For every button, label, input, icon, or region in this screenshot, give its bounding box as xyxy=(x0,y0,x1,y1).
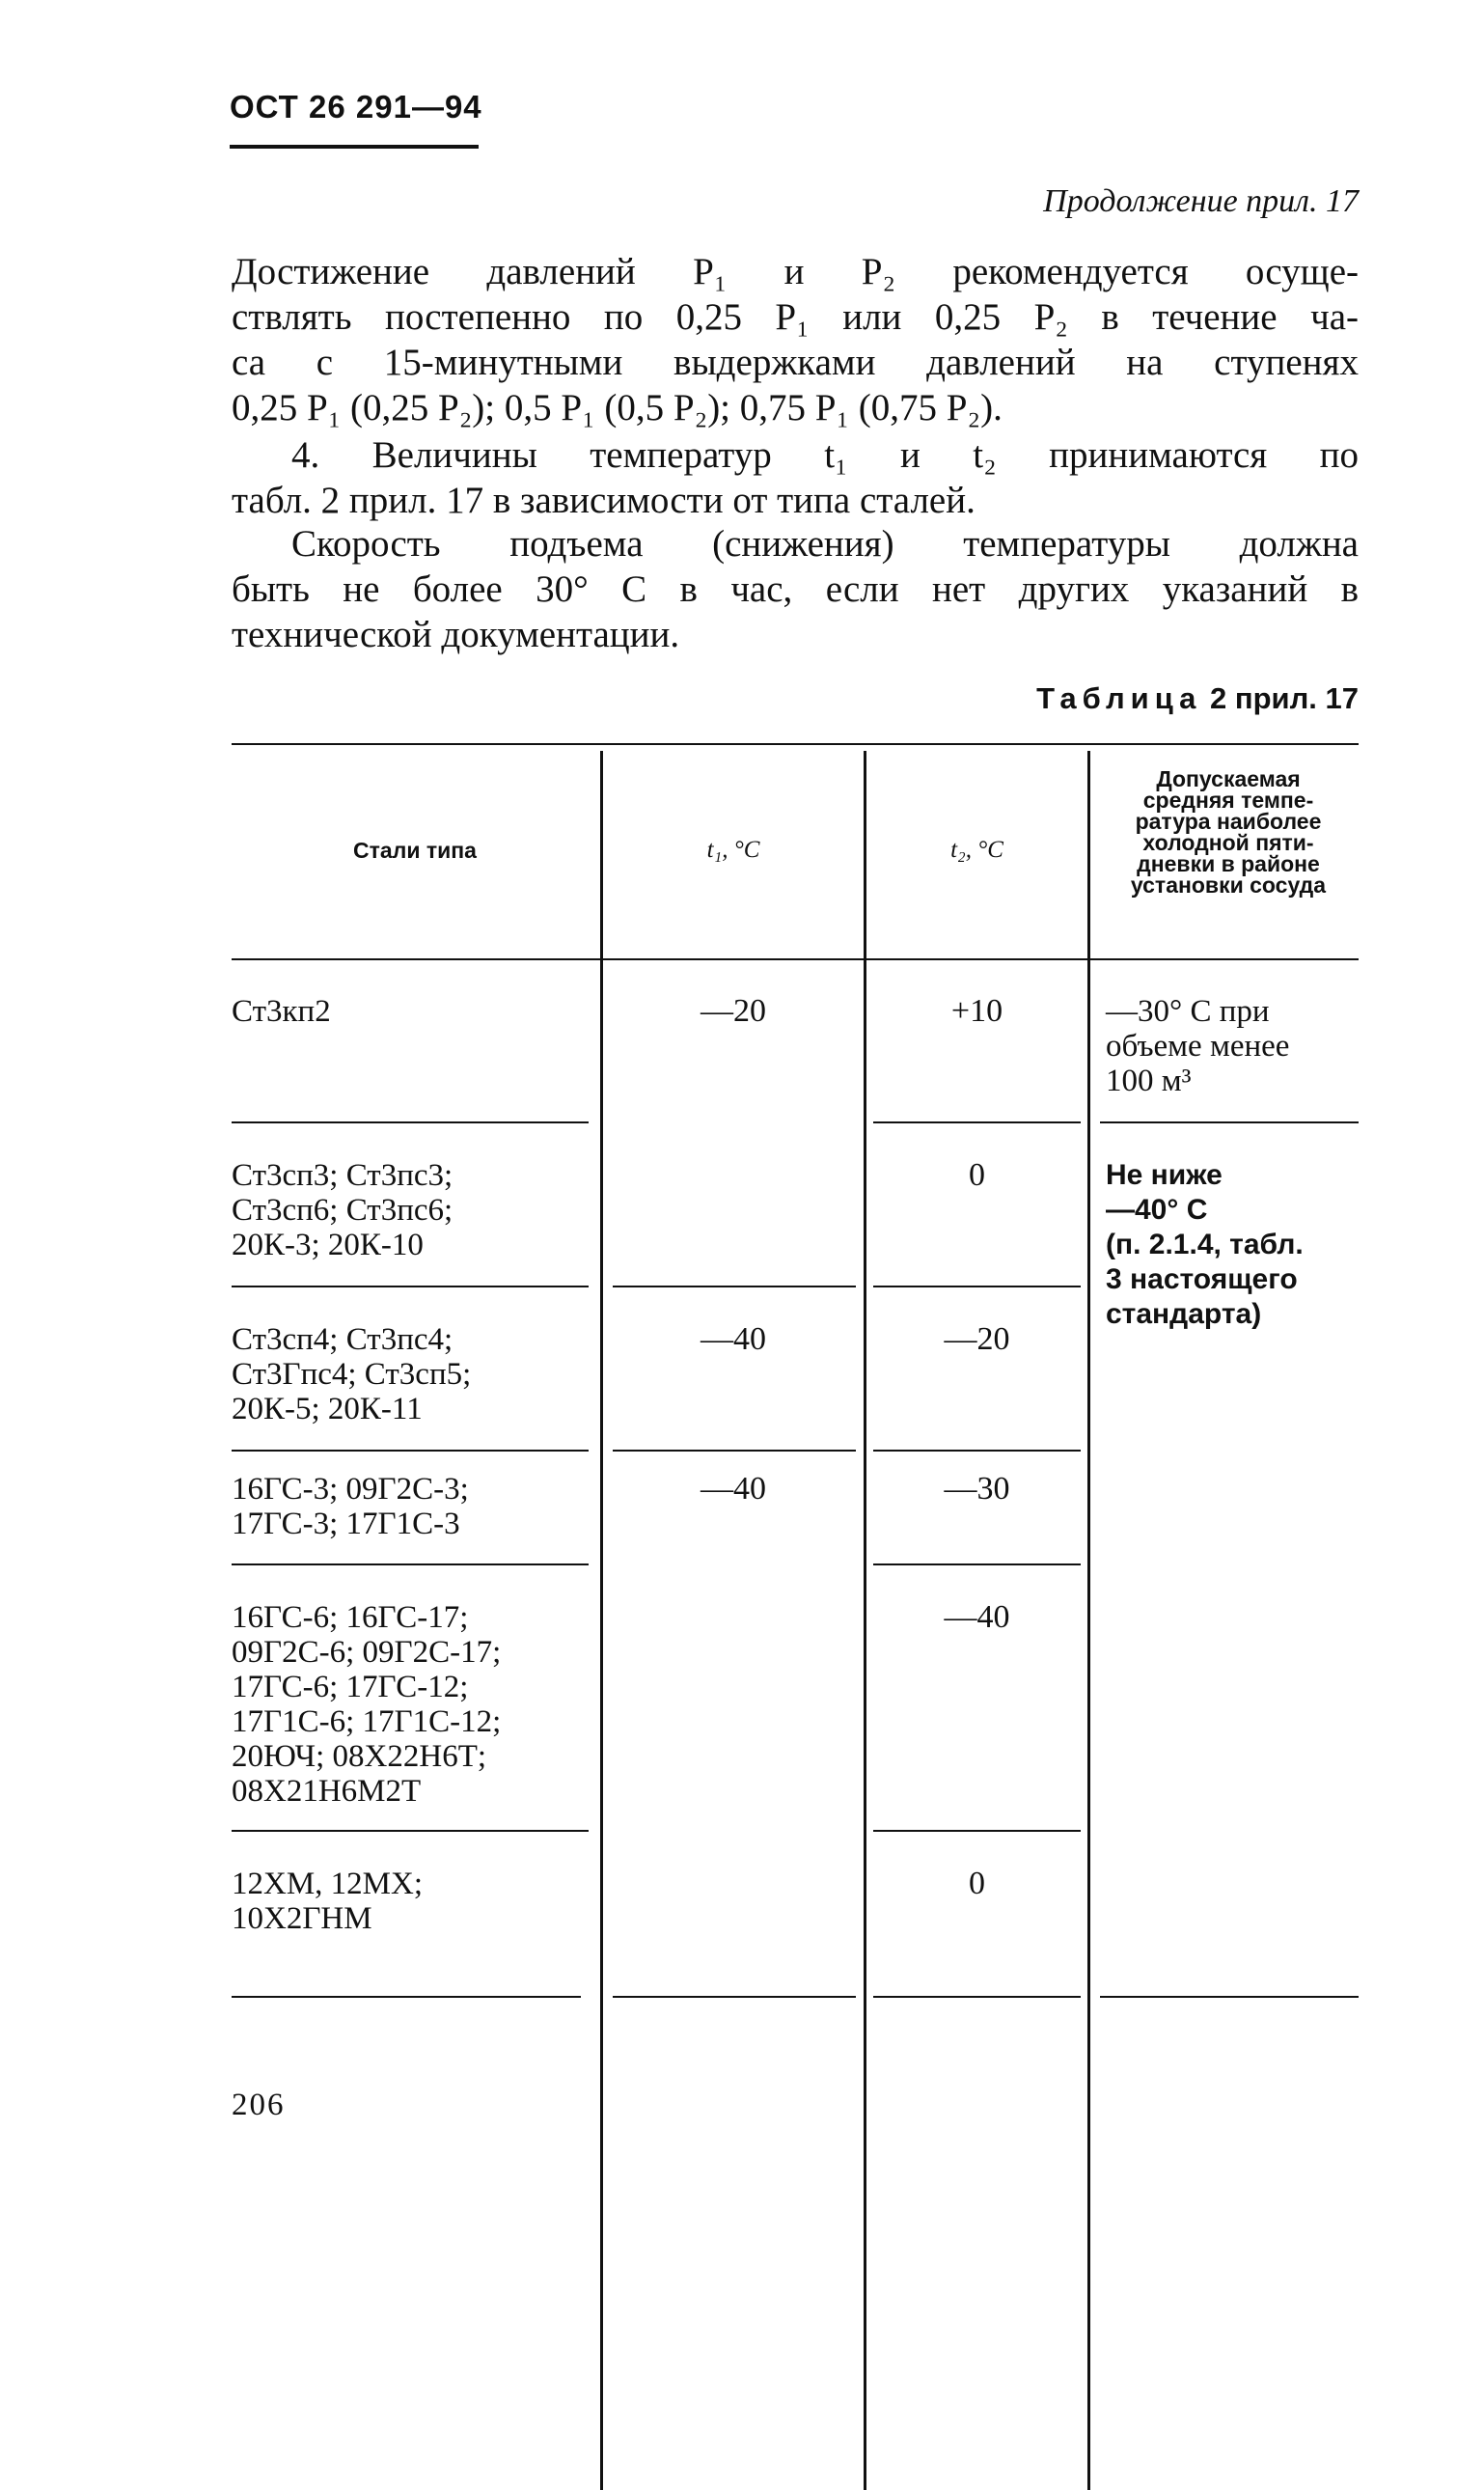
allowed-line: —30° С при xyxy=(1106,994,1270,1029)
header-line: ратура наиболее xyxy=(1135,809,1322,834)
row-rule xyxy=(613,1286,856,1287)
steel-grade: 08Х21Н6М2Т xyxy=(232,1774,422,1809)
steel-grade: 17ГС-3; 17Г1С-3 xyxy=(232,1507,460,1541)
row-rule xyxy=(873,1286,1081,1287)
allowed-temp-value xyxy=(1106,1158,1304,1332)
header-allowed-temp xyxy=(1092,768,1364,896)
allowed-line: Не ниже xyxy=(1106,1159,1223,1191)
table-caption-ref: 2 прил. 17 xyxy=(1210,681,1359,715)
table-top-rule xyxy=(232,743,1359,745)
steel-grade: 09Г2С-6; 09Г2С-17; xyxy=(232,1635,502,1670)
t1-value: —20 xyxy=(701,993,766,1029)
steel-grade: Ст3кп2 xyxy=(232,994,331,1029)
steel-grade: Ст3сп4; Ст3пс4; xyxy=(232,1322,453,1357)
row-rule xyxy=(232,1450,589,1452)
t2-value: —30 xyxy=(944,1471,1010,1507)
header-line: средняя темпе- xyxy=(1142,788,1314,813)
allowed-line: стандарта) xyxy=(1106,1298,1262,1330)
steel-grade: 16ГС-3; 09Г2С-3; xyxy=(232,1472,469,1507)
steel-grade: 12ХМ, 12МХ; xyxy=(232,1867,424,1901)
paragraph-temperatures xyxy=(232,432,1359,523)
table-row xyxy=(232,1472,469,1541)
header-steel: Стали типа xyxy=(353,838,477,863)
paragraph-line: табл. 2 прил. 17 в зависимости от типа сталей. xyxy=(232,480,976,521)
steel-grade: 10Х2ГНМ xyxy=(232,1901,372,1936)
header-line: Допускаемая xyxy=(1156,766,1301,791)
table-bottom-rule xyxy=(232,1996,581,1998)
steel-grade: Ст3сп6; Ст3пс6; xyxy=(232,1193,453,1228)
t2-value: 0 xyxy=(969,1157,985,1193)
allowed-line: (п. 2.1.4, табл. xyxy=(1106,1229,1304,1260)
paragraph-line: 4. Величины температур t₁ и t₂ принимаются по xyxy=(291,434,1359,476)
header-t2: t₂, °C xyxy=(950,837,1003,863)
paragraph-line: технической документации. xyxy=(232,614,680,655)
steel-grade: 17Г1С-6; 17Г1С-12; xyxy=(232,1704,502,1739)
allowed-line: объеме менее xyxy=(1106,1029,1290,1064)
paragraph-line: 0,25 P₁ (0,25 P₂); 0,5 P₁ (0,5 P₂); 0,75 P₁ (0,75 P₂). xyxy=(232,387,1003,429)
paragraph-pressure xyxy=(232,249,1359,430)
table-row xyxy=(232,1600,501,1809)
page-number: 206 xyxy=(232,2088,286,2122)
table-row xyxy=(232,1158,453,1262)
t2-value: +10 xyxy=(950,993,1003,1029)
row-rule xyxy=(873,1450,1081,1452)
header-line: установки сосуда xyxy=(1130,872,1327,898)
table-bottom-rule xyxy=(873,1996,1081,1998)
allowed-line: 3 настоящего xyxy=(1106,1263,1298,1295)
t1-value: —40 xyxy=(701,1321,766,1357)
steel-grade: 17ГС-6; 17ГС-12; xyxy=(232,1670,469,1704)
steel-grade: 20ЮЧ; 08Х22Н6Т; xyxy=(232,1739,487,1774)
table-bottom-rule xyxy=(613,1996,856,1998)
paragraph-line: Достижение давлений P₁ и P₂ рекомендуется осуще- xyxy=(232,251,1359,292)
table-bottom-rule xyxy=(1100,1996,1359,1998)
steel-grade: 20К-5; 20К-11 xyxy=(232,1392,423,1426)
row-rule xyxy=(232,1286,589,1287)
table-caption xyxy=(1036,681,1359,716)
allowed-line: 100 м³ xyxy=(1106,1064,1192,1098)
table-header-rule xyxy=(232,958,1359,960)
column-divider xyxy=(1087,751,1090,2490)
continuation-label: Продолжение прил. 17 xyxy=(1043,183,1359,219)
t2-value: —40 xyxy=(944,1599,1010,1635)
row-rule xyxy=(232,1121,589,1123)
table-row xyxy=(232,1322,471,1426)
steel-grade: 16ГС-6; 16ГС-17; xyxy=(232,1600,469,1635)
row-rule xyxy=(232,1563,589,1565)
steel-grade: 20К-3; 20К-10 xyxy=(232,1228,424,1262)
table-row xyxy=(232,994,331,1029)
row-rule xyxy=(232,1830,589,1832)
steel-grade: Ст3Гпс4; Ст3сп5; xyxy=(232,1357,472,1392)
t2-value: —20 xyxy=(944,1321,1010,1357)
paragraph-rate xyxy=(232,521,1359,657)
row-rule xyxy=(613,1450,856,1452)
row-rule xyxy=(873,1563,1081,1565)
steel-grade: Ст3сп3; Ст3пс3; xyxy=(232,1158,453,1193)
header-line: холодной пяти- xyxy=(1142,830,1314,855)
paragraph-line: быть не более 30° С в час, если нет других указаний в xyxy=(232,568,1359,610)
paragraph-line: ствлять постепенно по 0,25 P₁ или 0,25 P₂ в течение ча- xyxy=(232,296,1359,338)
row-rule xyxy=(873,1830,1081,1832)
t1-value: —40 xyxy=(701,1471,766,1507)
allowed-temp-value xyxy=(1106,994,1289,1098)
header-t1: t₁, °C xyxy=(706,837,760,863)
row-rule xyxy=(1100,1121,1359,1123)
paragraph-line: Скорость подъема (снижения) температуры должна xyxy=(291,523,1359,565)
header-underline xyxy=(230,145,479,149)
t2-value: 0 xyxy=(969,1866,985,1901)
table-row xyxy=(232,1867,423,1936)
allowed-line: —40° С xyxy=(1106,1194,1208,1226)
table-caption-word: Таблица xyxy=(1036,681,1202,715)
row-rule xyxy=(873,1121,1081,1123)
document-code: ОСТ 26 291—94 xyxy=(230,89,482,124)
paragraph-line: са с 15-минутными выдержками давлений на ступенях xyxy=(232,342,1359,383)
header-line: дневки в районе xyxy=(1137,851,1320,876)
